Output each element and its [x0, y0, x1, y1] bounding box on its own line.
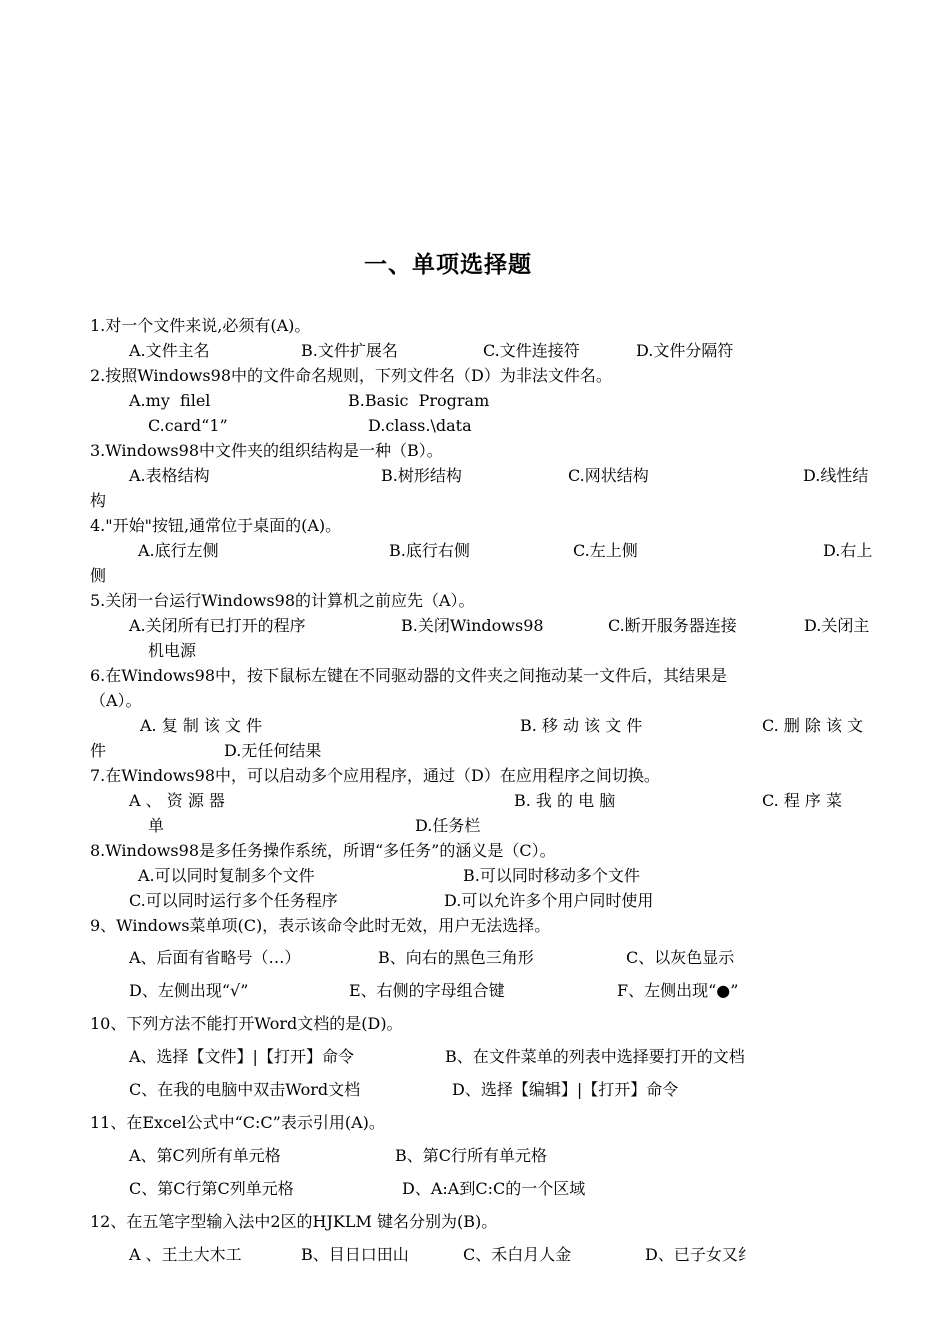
question-2-options-1: [0, 388, 950, 413]
q8-option-c: C.可以同时运行多个任务程序: [129, 891, 338, 910]
q7-option-b: B. 我 的 电 脑: [514, 791, 616, 810]
q1-option-a: A.文件主名: [129, 341, 210, 360]
q1-option-c: C.文件连接符: [483, 341, 580, 360]
q5-option-d: D.关闭主: [804, 616, 870, 635]
question-8-options-1: [0, 863, 950, 888]
q1-option-b: B.文件扩展名: [301, 341, 398, 360]
question-5-stem: 5.关闭一台运行Windows98的计算机之前应先（A）。: [90, 591, 475, 610]
question-2-options-2: [0, 413, 950, 438]
q7-option-c-wrap: 单: [148, 816, 165, 835]
q2-option-c: C.card“1”: [148, 416, 228, 435]
question-8-options-2: [0, 888, 950, 913]
q12-option-c: C、禾白月人金: [463, 1245, 572, 1264]
q8-option-a: A.可以同时复制多个文件: [138, 866, 315, 885]
question-6-stem-wrap: （A）。: [90, 691, 142, 710]
question-5-options: [0, 613, 950, 638]
q8-option-d: D.可以允许多个用户同时使用: [444, 891, 654, 910]
q3-option-c: C.网状结构: [568, 466, 649, 485]
q5-option-d-wrap: 机电源: [148, 641, 197, 660]
q11-option-d: D、A:A到C:C的一个区域: [402, 1179, 586, 1198]
q6-option-c-wrap: 件: [90, 741, 107, 760]
q2-option-d: D.class.\data: [368, 416, 472, 435]
q4-option-a: A.底行左侧: [138, 541, 219, 560]
question-3-stem: 3.Windows98中文件夹的组织结构是一种（B）。: [90, 441, 443, 460]
question-4-options: [0, 538, 950, 563]
question-6-options-2: [0, 738, 950, 763]
question-9-options-2: [0, 978, 950, 1003]
question-11-stem: 11、在Excel公式中“C:C”表示引用(A)。: [90, 1113, 385, 1132]
section-title: 一、单项选择题: [364, 252, 532, 278]
q4-option-c: C.左上侧: [573, 541, 638, 560]
q5-option-c: C.断开服务器连接: [608, 616, 737, 635]
q9-option-e: E、右侧的字母组合键: [349, 981, 505, 1000]
question-12-stem: 12、在五笔字型输入法中2区的HJKLM 键名分别为(B)。: [90, 1212, 498, 1231]
q6-option-a: A. 复 制 该 文 件: [140, 716, 263, 735]
q6-option-d: D.无任何结果: [224, 741, 322, 760]
q7-option-d: D.任务栏: [415, 816, 481, 835]
q5-option-a: A.关闭所有已打开的程序: [129, 616, 306, 635]
q3-option-d-wrap: 构: [90, 491, 107, 510]
question-12-options: [0, 1242, 950, 1267]
q12-option-d: D、已子女又纟: [645, 1245, 754, 1264]
question-1-options: [0, 338, 950, 363]
q10-option-d: D、选择【编辑】|【打开】命令: [452, 1080, 679, 1099]
q6-option-b: B. 移 动 该 文 件: [520, 716, 643, 735]
q9-option-b: B、向右的黑色三角形: [378, 948, 534, 967]
q11-option-c: C、第C行第C列单元格: [129, 1179, 294, 1198]
q9-option-d: D、左侧出现“√”: [129, 981, 249, 1000]
q3-option-d: D.线性结: [803, 466, 869, 485]
q7-option-c: C. 程 序 菜: [762, 791, 843, 810]
q10-option-a: A、选择【文件】|【打开】命令: [129, 1047, 354, 1066]
question-2-stem: 2.按照Windows98中的文件命名规则，下列文件名（D）为非法文件名。: [90, 366, 612, 385]
question-11-options-1: [0, 1143, 950, 1168]
q10-option-c: C、在我的电脑中双击Word文档: [129, 1080, 361, 1099]
question-9-stem: 9、Windows菜单项(C)，表示该命令此时无效，用户无法选择。: [90, 916, 551, 935]
q11-option-b: B、第C行所有单元格: [395, 1146, 548, 1165]
q1-option-d: D.文件分隔符: [636, 341, 734, 360]
q4-option-d: D.右上: [823, 541, 873, 560]
q3-option-b: B.树形结构: [381, 466, 462, 485]
question-11-options-2: [0, 1176, 950, 1201]
question-6-stem: 6.在Windows98中，按下鼠标左键在不同驱动器的文件夹之间拖动某一文件后，其结果是: [90, 666, 727, 685]
q11-option-a: A、第C列所有单元格: [129, 1146, 281, 1165]
q4-option-d-wrap: 侧: [90, 566, 107, 585]
q2-option-a: A.my filel: [129, 391, 211, 410]
question-10-stem: 10、下列方法不能打开Word文档的是(D)。: [90, 1014, 403, 1033]
question-10-options-2: [0, 1077, 950, 1102]
question-3-options: [0, 463, 950, 488]
q2-option-b: B.Basic Program: [348, 391, 490, 410]
q9-option-a: A、后面有省略号（…）: [129, 948, 301, 967]
question-7-options: [0, 788, 950, 813]
q5-option-b: B.关闭Windows98: [401, 616, 544, 635]
q8-option-b: B.可以同时移动多个文件: [463, 866, 640, 885]
q6-option-c: C. 删 除 该 文: [762, 716, 864, 735]
q9-option-c: C、以灰色显示: [626, 948, 735, 967]
q10-option-b: B、在文件菜单的列表中选择要打开的文档: [445, 1047, 745, 1066]
q4-option-b: B.底行右侧: [389, 541, 470, 560]
q3-option-a: A.表格结构: [129, 466, 210, 485]
question-7-stem: 7.在Windows98中，可以启动多个应用程序，通过（D）在应用程序之间切换。: [90, 766, 660, 785]
q12-option-b: B、目日口田山: [301, 1245, 409, 1264]
question-8-stem: 8.Windows98是多任务操作系统，所谓“多任务”的涵义是（C）。: [90, 841, 556, 860]
question-6-options: [0, 713, 950, 738]
question-7-options-2: [0, 813, 950, 838]
q9-option-f: F、左侧出现“●”: [617, 981, 739, 1000]
question-10-options-1: [0, 1044, 950, 1069]
q7-option-a: A 、 资 源 器: [129, 791, 225, 810]
question-4-stem: 4."开始"按钮,通常位于桌面的(A)。: [90, 516, 342, 535]
question-9-options-1: [0, 945, 950, 970]
question-1-stem: 1.对一个文件来说,必须有(A)。: [90, 316, 311, 335]
q12-option-a: A 、王土大木工: [129, 1245, 242, 1264]
